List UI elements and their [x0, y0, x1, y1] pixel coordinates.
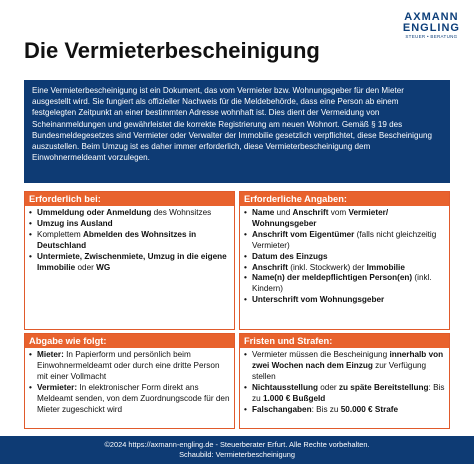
- list-item: • Untermiete, Zwischenmiete, Umzug in die eigene Immobilie oder WG: [37, 252, 230, 274]
- list-item: • Anschrift vom Eigentümer (falls nicht gleichzeitig Vermieter): [252, 230, 445, 252]
- list-item: • Name und Anschrift vom Vermieter/ Wohnungsgeber: [252, 208, 445, 230]
- footer-caption: Schaubild: Vermieterbescheinigung: [179, 450, 295, 459]
- box-erforderlich-bei: [24, 191, 235, 330]
- box-heading: Erforderliche Angaben:: [240, 192, 449, 206]
- logo-line-1: AXMANN: [404, 11, 459, 23]
- box-heading: Fristen und Strafen:: [240, 334, 449, 348]
- list-item: • Komplettem Abmelden des Wohnsitzes in Deutschland: [37, 230, 230, 252]
- box-erforderliche-angaben: [239, 191, 450, 330]
- page-title: Die Vermieterbescheinigung: [24, 38, 320, 63]
- company-logo: [403, 12, 460, 40]
- list-item: • Name(n) der meldepflichtigen Person(en) (inkl. Kindern): [252, 273, 445, 295]
- list-item: • Umzug ins Ausland: [37, 219, 230, 230]
- box-heading: Erforderlich bei:: [25, 192, 234, 206]
- list-item: • Ummeldung oder Anmeldung des Wohnsitzes: [37, 208, 230, 219]
- box-fristen: [239, 333, 450, 429]
- box-abgabe: [24, 333, 235, 429]
- list-item: • Falschangaben: Bis zu 50.000 € Strafe: [252, 405, 445, 416]
- bullet-list: [240, 348, 449, 415]
- list-item: • Mieter: In Papierform und persönlich beim Einwohnermeldeamt oder durch eine dritte Person mit einer Vollmacht: [37, 350, 230, 383]
- logo-line-2: ENGLING: [402, 22, 460, 34]
- list-item: • Unterschrift vom Wohnungsgeber: [252, 295, 445, 306]
- logo-line-3: STEUER • BERATUNG: [405, 34, 458, 39]
- bullet-list: [240, 206, 449, 306]
- bullet-list: [25, 348, 234, 415]
- footer-copyright: ©2024 https://axmann-engling.de - Steuerberater Erfurt. Alle Rechte vorbehalten.: [104, 440, 370, 449]
- footer: [0, 436, 474, 464]
- list-item: • Vermieter müssen die Bescheinigung innerhalb von zwei Wochen nach dem Einzug zur Verfügung stellen: [252, 350, 445, 383]
- intro-text: Eine Vermieterbescheinigung ist ein Dokument, das vom Vermieter bzw. Wohnungsgeber für den Mieter ausgestellt wird. Sie fungiert als offizieller Nachweis für die Meldebehörde, dass eine Person ab einem festgelegten Zeitpunkt an einer bestimmten Adresse wohnhaft ist. Dies dient der Vermeidung von Scheinanmeldungen und gewährleistet die korrekte Registrierung am neuen Wohnort. Gemäß § 19 des Bundesmeldegesetzes sind Vermieter oder Verwalter der Immobilie gesetzlich verpflichtet, diese Bescheinigung auszustellen. Beim Umzug ist es daher immer erforderlich, diese Vermieterbescheinigung dem Einwohnermeldeamt vorzulegen.: [24, 80, 450, 183]
- bullet-list: [25, 206, 234, 273]
- list-item: • Datum des Einzugs: [252, 252, 445, 263]
- list-item: • Anschrift (inkl. Stockwerk) der Immobilie: [252, 263, 445, 274]
- box-heading: Abgabe wie folgt:: [25, 334, 234, 348]
- list-item: • Vermieter: In elektronischer Form direkt ans Meldeamt senden, von dem Zuordnungscode für den Mieter zugeschickt wird: [37, 383, 230, 416]
- list-item: • Nichtausstellung oder zu späte Bereitstellung: Bis zu 1.000 € Bußgeld: [252, 383, 445, 405]
